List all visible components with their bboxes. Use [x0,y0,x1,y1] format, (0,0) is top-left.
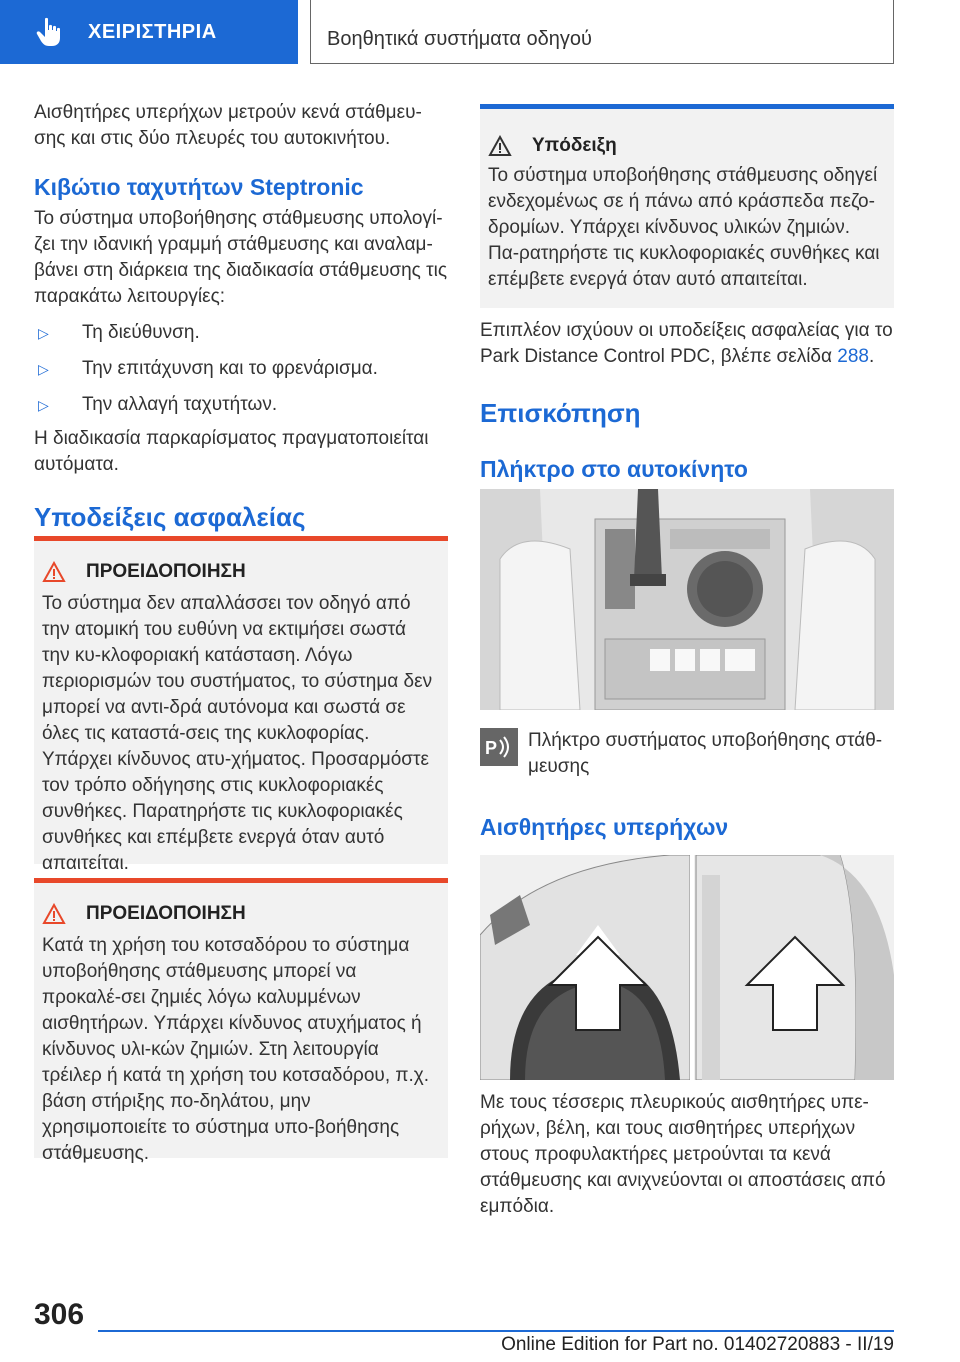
svg-text:P: P [485,738,498,758]
parking-assistant-icon [480,728,518,766]
sensors-paragraph: Με τους τέσσερις πλευρικούς αισθητήρες υπε-ρήχων, βέλη, και τους αισθητήρες υπερήχων στους προφυλακτήρες μετρούνται τα κενά στάθμευσης και ανιχνεύονται οι αποστάσεις από εμπόδια. [480,1092,886,1217]
note-text: Το σύστημα υποβοήθησης στάθμευσης οδηγεί ενδεχομένως σε ή πάνω από κράσπεδα πεζο-δρομίων. Υπάρχει κίνδυνος υλικών ζημιών. Πα-ρατηρήστε τις κυκλοφοριακές συνθήκες και επέμβετε ενεργά όταν αυτό απαιτείται. [488,165,880,290]
list-item [34,320,448,346]
warning-box-2 [34,878,448,1164]
section-title: Βοηθητικά συστήματα οδηγού [327,28,592,50]
list-item-text: Την επιτάχυνση και το φρενάρισμα. [82,358,378,379]
overview-heading: Επισκόπηση [480,398,641,428]
intro-paragraph: Αισθητήρες υπερήχων μετρούν κενά στάθμευ-σης και στις δύο πλευρές του αυτοκινήτου. [34,102,422,149]
list-item [34,392,448,418]
sensors-heading: Αισθητήρες υπερήχων [480,814,729,840]
button-caption-row [480,728,894,780]
list-item-text: Τη διεύθυνση. [82,322,200,343]
warning-header [42,901,436,927]
steptronic-heading: Κιβώτιο ταχυτήτων Steptronic [34,174,364,200]
edition-text: Online Edition for Part no. 01402720883 - II/19 [501,1334,894,1355]
section-header [310,0,894,64]
auto-paragraph: Η διαδικασία παρκαρίσματος πραγματοποιείται αυτόματα. [34,428,429,475]
pdc-text: Επιπλέον ισχύουν οι υποδείξεις ασφαλείας για το Park Distance Control PDC, βλέπε σελίδα [480,320,893,367]
right-column-text [480,318,894,482]
button-caption: Πλήκτρο συστήματος υποβοήθησης στάθ-μευσης [528,730,883,777]
warning-text: Το σύστημα δεν απαλλάσσει τον οδηγό από την ατομική του ευθύνη να εκτιμήσει σωστά την κυ-κλοφοριακή κατάσταση. Λόγω περιορισμών του συστήματος, το σύστημα δεν μπορεί να αντι-δρά αυτόνομα και σωστά σε όλες τις καταστά-σεις της κυκλοφορίας. Υπάρχει κίνδυνος ατυ-χήματος. Προσαρμόστε τον τρόπο οδήγησης στις κυκλοφοριακές συνθήκες. Παρατηρήστε τις κυκλοφοριακές συνθήκες και επέμβετε ενεργά όταν αυτό απαιτείται. [42,593,433,874]
bullet-triangle-icon: ▷ [38,397,49,413]
warning-triangle-icon [42,903,66,925]
warning-box-1 [34,536,448,874]
safety-heading: Υποδείξεις ασφαλείας [34,502,306,532]
bullet-triangle-icon: ▷ [38,325,49,341]
list-item [34,356,448,382]
note-triangle-icon [488,135,512,157]
chapter-tab[interactable] [0,0,298,64]
warning-text: Κατά τη χρήση του κοτσαδόρου το σύστημα υποβοήθησης στάθμευσης μπορεί να προκαλέ-σει ζημιές λόγω καλυμμένων αισθητήρων. Υπάρχει κίνδυνος ατυχήματος ή κίνδυνος υλι-κών ζημιών. Στη λειτουργία τρέιλερ ή κατά τη χρήση του κοτσαδόρου, π.χ. βάση στήριξης πο-δηλάτου, μην χρησιμοποιείτε το σύστημα υπο-βοήθησης στάθμευσης. [42,935,430,1164]
pdc-paragraph [480,318,894,370]
pdc-text-end: . [868,346,875,367]
ultrasonic-sensors-image [480,855,894,1080]
center-console-image [480,489,894,710]
note-box [480,104,894,308]
list-item-text: Την αλλαγή ταχυτήτων. [82,394,278,415]
footer-rule [98,1330,894,1332]
warning-header [42,559,436,585]
warning-title: ΠΡΟΕΙΔΟΠΟΙΗΣΗ [86,561,246,582]
page-link[interactable]: 288 [837,346,869,367]
warning-triangle-icon [42,561,66,583]
chapter-tab-label: ΧΕΙΡΙΣΤΗΡΙΑ [88,20,217,43]
hand-pointer-icon [36,17,64,47]
warning-title: ΠΡΟΕΙΔΟΠΟΙΗΣΗ [86,903,246,924]
note-header [488,133,882,159]
steptronic-paragraph: Το σύστημα υποβοήθησης στάθμευσης υπολογί-ζει την ιδανική γραμμή στάθμευσης και αναλαμ-βάνει στη διάρκεια της διαδικασία στάθμευσης τις παρακάτω λειτουργίες: [34,208,447,307]
button-heading: Πλήκτρο στο αυτοκίνητο [480,456,748,482]
page-number: 306 [34,1298,85,1331]
note-title: Υπόδειξη [532,135,617,156]
bullet-triangle-icon: ▷ [38,361,49,377]
left-column [34,100,448,530]
